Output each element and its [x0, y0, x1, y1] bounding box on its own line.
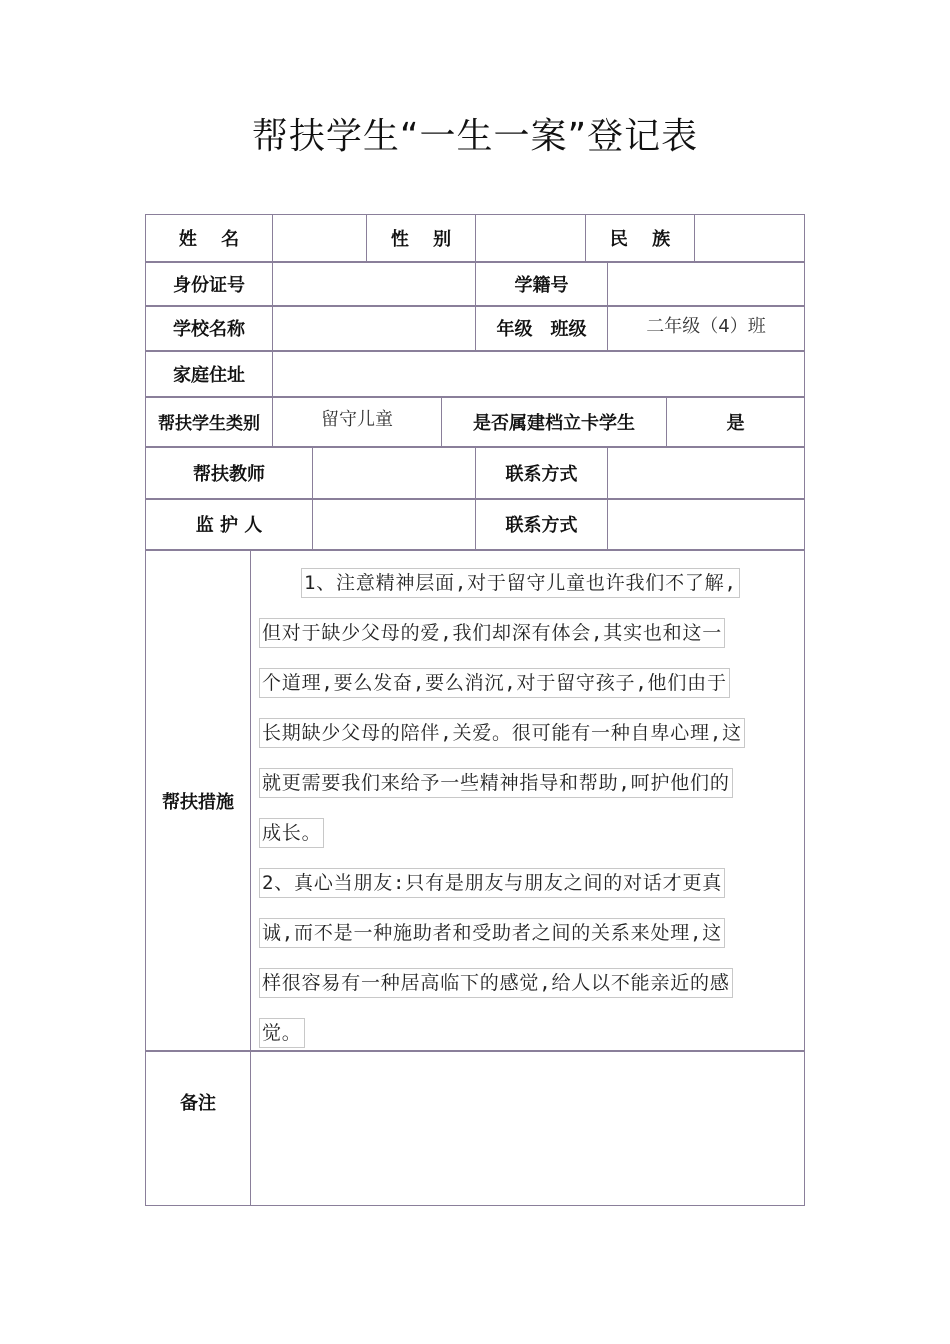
field-id-number[interactable]: [273, 262, 475, 305]
field-school-name[interactable]: [273, 306, 475, 350]
field-student-number[interactable]: [608, 262, 804, 305]
registration-form: [145, 214, 805, 1206]
label-teacher: 帮扶教师: [193, 463, 265, 485]
measures-line: 诚,而不是一种施助者和受助者之间的关系来处理,这: [259, 908, 799, 958]
label-teacher-contact: 联系方式: [505, 463, 578, 485]
field-registered[interactable]: 是: [726, 412, 745, 434]
field-teacher[interactable]: [313, 447, 475, 498]
measures-line: 长期缺少父母的陪伴,关爱。很可能有一种自卑心理,这: [259, 708, 799, 758]
field-name[interactable]: [273, 215, 366, 261]
label-id-number: 身份证号: [173, 274, 245, 296]
label-gender: 性 别: [390, 229, 452, 250]
label-guardian: 监 护 人: [195, 515, 263, 536]
label-student-number: 学籍号: [514, 274, 569, 296]
label-grade-class: 年级 班级: [496, 319, 587, 340]
measures-line: 觉。: [259, 1008, 799, 1058]
label-guardian-contact: 联系方式: [505, 515, 578, 536]
field-address[interactable]: [273, 351, 804, 396]
label-remarks: 备注: [180, 1093, 216, 1114]
label-ethnicity: 民 族: [609, 229, 671, 250]
measures-line: 就更需要我们来给予一些精神指导和帮助,呵护他们的: [259, 758, 799, 808]
field-category[interactable]: 留守儿童: [321, 408, 393, 430]
measures-text[interactable]: [259, 558, 799, 1058]
label-school-name: 学校名称: [173, 319, 245, 340]
field-ethnicity[interactable]: [695, 215, 804, 261]
label-name: 姓 名: [178, 229, 240, 250]
measures-line: 成长。: [259, 808, 799, 858]
field-gender[interactable]: [476, 215, 585, 261]
field-teacher-contact[interactable]: [608, 447, 804, 498]
measures-line: 个道理,要么发奋,要么消沉,对于留守孩子,他们由于: [259, 658, 799, 708]
label-category: 帮扶学生类别: [158, 414, 260, 434]
field-guardian[interactable]: [313, 499, 475, 549]
measures-line: 2、真心当朋友:只有是朋友与朋友之间的对话才更真: [259, 858, 799, 908]
label-measures: 帮扶措施: [162, 791, 234, 813]
label-address: 家庭住址: [173, 364, 245, 386]
measures-line: 样很容易有一种居高临下的感觉,给人以不能亲近的感: [259, 958, 799, 1008]
field-grade-class[interactable]: 二年级（4）班: [646, 316, 766, 337]
measures-line: 1、注意精神层面,对于留守儿童也许我们不了解,: [259, 558, 799, 608]
measures-line: 但对于缺少父母的爱,我们却深有体会,其实也和这一: [259, 608, 799, 658]
field-remarks[interactable]: [251, 1052, 804, 1205]
page-title: 帮扶学生“一生一案”登记表: [251, 116, 699, 157]
field-guardian-contact[interactable]: [608, 499, 804, 549]
label-registered: 是否属建档立卡学生: [473, 412, 635, 434]
